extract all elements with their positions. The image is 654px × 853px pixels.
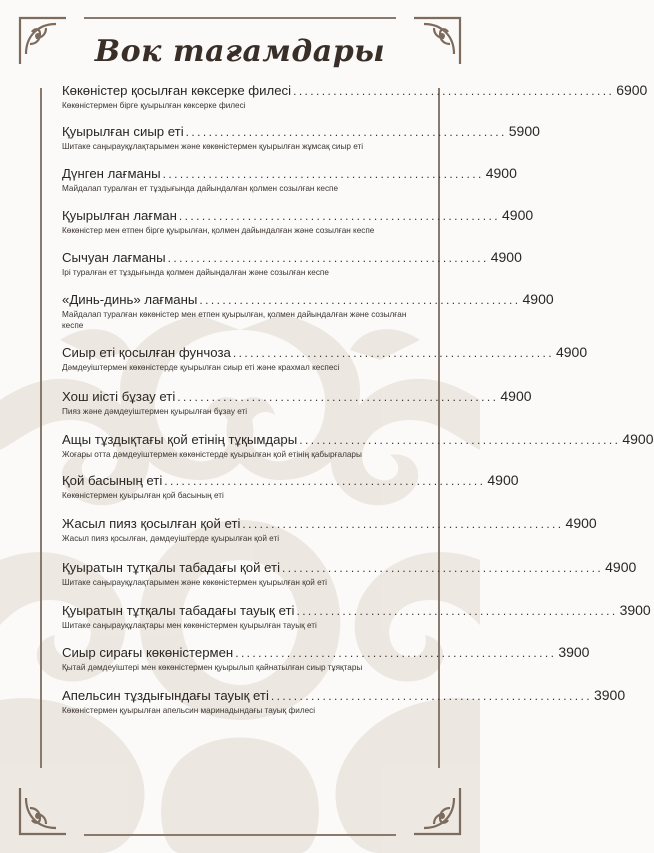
dish-price: 3900 [619,602,651,618]
dish-price: 4900 [522,291,554,307]
dish-price: 6900 [616,82,648,98]
dot-leader: ........................................................ [162,167,484,181]
frame-bottom-line [84,834,396,836]
dish-description: Ірі туралған ет тұздығында қолмен дайындалған және созылған кеспе [62,268,329,277]
dish-description: Майдалап туралған көкөністер мен етпен қуырылған, қолмен дайындалған және созылған кеспе [62,310,407,330]
dish-description: Пияз және дәмдеуіштермен қуырылған бұзау еті [62,407,248,416]
dish-price: 4900 [500,388,532,404]
dish-name: Қуырылған сиыр еті [62,124,184,139]
dish-price: 4900 [565,515,597,531]
ornament-corner-icon [410,784,464,838]
dish-description: Шитаке саңырауқұлақтары мен көкөністермен қуырылған тауық еті [62,621,317,630]
dish-description: Майдалап туралған ет тұздығында дайындалған қолмен созылған кеспе [62,184,339,193]
dish-name: Жасыл пияз қосылған қой еті [62,516,241,531]
menu-item [62,291,554,331]
dot-leader: ........................................................ [185,125,507,139]
dish-price: 3900 [558,644,590,660]
dish-description: Жасыл пияз қосылған, дәмдеуіштерде қуырылған қой еті [62,534,280,543]
menu-item [62,687,626,716]
dot-leader: ........................................................ [299,433,621,447]
menu-item [62,165,517,194]
dot-leader: ........................................................ [232,346,554,360]
dish-name: Апельсин тұздығындағы тауық еті [62,688,269,703]
dish-description: Шитаке саңырауқұлақтарымен және көкөністермен қуырылған жұмсақ сиыр еті [62,142,364,151]
dot-leader: ........................................................ [282,561,604,575]
dish-name: «Динь-динь» лағманы [62,292,198,307]
menu-item [62,559,637,588]
dish-name: Сычуан лағманы [62,250,166,265]
dot-leader: ........................................................ [178,209,500,223]
dot-leader: ........................................................ [199,293,521,307]
dish-description: Жоғары отта дәмдеуіштермен көкөністерде қуырылған қой етінің қабырғалары [62,450,362,459]
frame-right-line [438,88,440,768]
dot-leader: ........................................................ [293,84,615,98]
menu-item [62,123,540,152]
dish-price: 3900 [593,687,626,703]
dish-name: Дүнген лағманы [62,166,161,181]
menu-title: Вок тағамдары [94,34,386,69]
menu-item [62,644,590,673]
frame-top-line [84,17,396,19]
menu-item [62,249,522,278]
dish-name: Қуыратын тұтқалы табадағы қой еті [62,560,281,575]
dish-name: Хош иісті бұзау еті [62,389,176,404]
dish-description: Көкөністермен бірге қуырылған көксерке филесі [62,101,246,110]
dish-price: 4900 [487,472,519,488]
ornament-corner-icon [16,784,70,838]
dish-name: Сиыр еті қосылған фунчоза [62,345,231,360]
menu-item [62,472,519,501]
menu-item [62,602,651,631]
dot-leader: ........................................................ [270,689,592,703]
dot-leader: ........................................................ [242,517,564,531]
menu-item [62,515,597,544]
frame-left-line [40,88,42,768]
dish-description: Шитаке саңырауқұлақтарымен және көкөністермен қуырылған қой еті [62,578,327,587]
dish-description: Қытай дәмдеуіштері мен көкөністермен қуырылып қайнатылған сиыр тұяқтары [62,663,363,672]
dish-price: 4900 [485,165,517,181]
dot-leader: ........................................................ [164,474,486,488]
dish-price: 4900 [490,249,522,265]
dish-name: Ащы тұздықтағы қой етінің тұқымдары [62,432,298,447]
dish-name: Қуыратын тұтқалы табадағы тауық еті [62,603,295,618]
menu-item [62,388,532,417]
dot-leader: ........................................................ [235,646,557,660]
dish-name: Қой басының еті [62,473,163,488]
dish-description: Көкөністермен қуырылған қой басының еті [62,491,224,500]
dish-price: 5900 [508,123,540,139]
dot-leader: ........................................................ [296,604,618,618]
dish-price: 4900 [622,431,654,447]
dish-price: 4900 [555,344,588,360]
dot-leader: ........................................................ [167,251,489,265]
menu-item [62,207,534,236]
dish-description: Көкөністер мен етпен бірге қуырылған, қолмен дайындалған және созылған кеспе [62,226,375,235]
menu-item [62,431,654,460]
dish-description: Көкөністермен қуырылған апельсин маринадындағы тауық филесі [62,706,316,715]
dish-name: Қуырылған лағман [62,208,177,223]
dot-leader: ........................................................ [177,390,499,404]
dish-name: Сиыр сирағы көкөністермен [62,645,234,660]
menu-item [62,344,588,373]
dish-description: Дәмдеуіштермен көкөністерде қуырылған сиыр еті және крахмал кеспесі [62,363,340,372]
dish-price: 4900 [605,559,637,575]
dish-price: 4900 [502,207,534,223]
menu-item [62,82,648,111]
dish-name: Көкөністер қосылған көксерке филесі [62,83,292,98]
